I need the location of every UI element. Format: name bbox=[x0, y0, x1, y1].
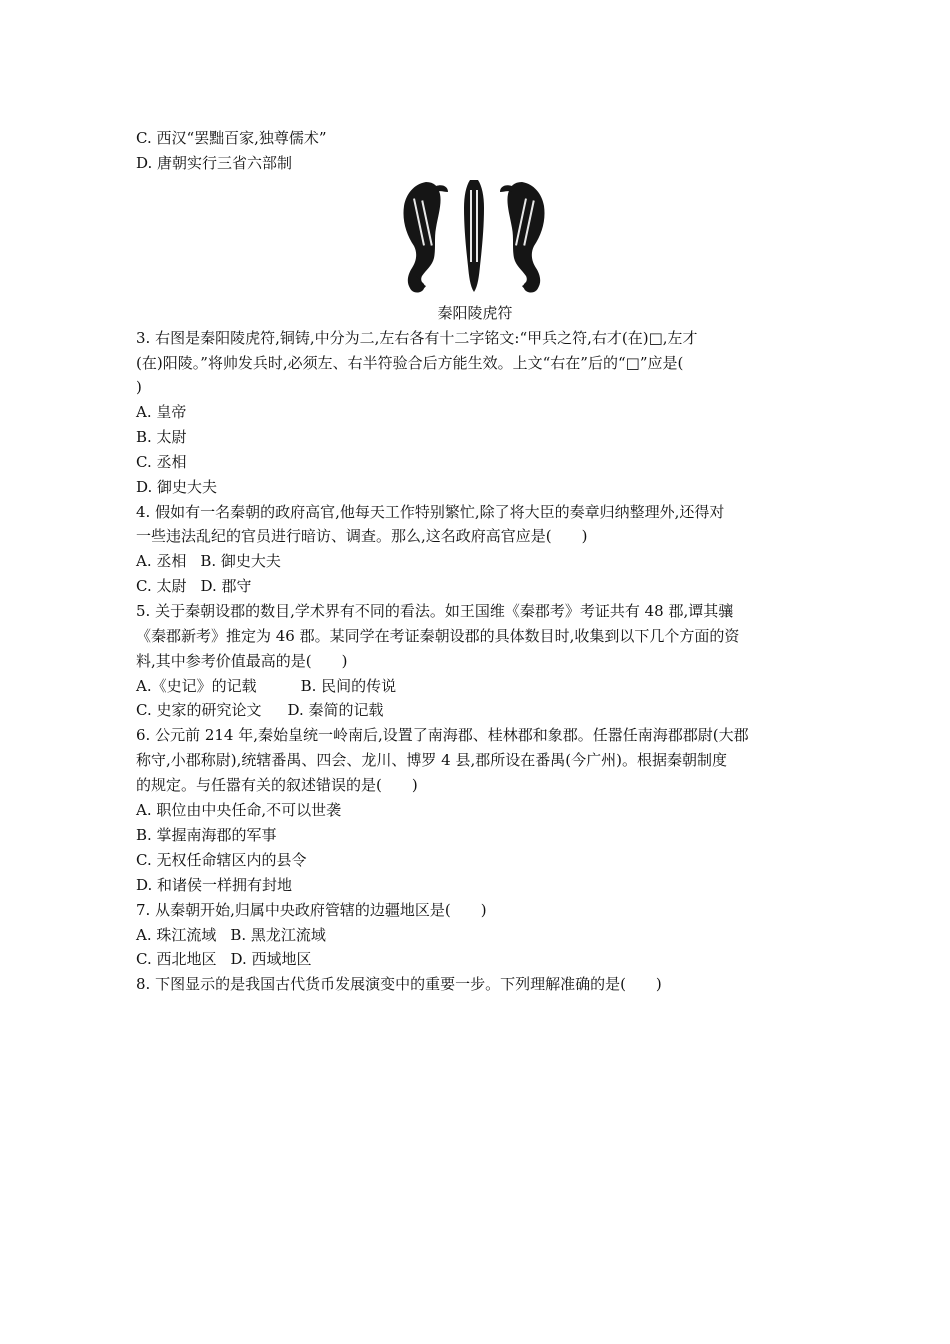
q3-stem-line3: ) bbox=[136, 378, 142, 396]
q4-stem-line2: 一些违法乱纪的官员进行暗访、调查。那么,这名政府高官应是( ) bbox=[136, 527, 588, 545]
q3-stem-line2: (在)阳陵。”将帅发兵时,必须左、右半符验合后方能生效。上文“右在”后的“□”应是( bbox=[136, 354, 684, 372]
q6-stem-line3: 的规定。与任嚣有关的叙述错误的是( ) bbox=[136, 776, 418, 794]
q3-stem-line1: 3. 右图是秦阳陵虎符,铜铸,中分为二,左右各有十二字铭文:“甲兵之符,右才(在)□,左才 bbox=[136, 329, 698, 347]
q7-options-row1 bbox=[136, 923, 326, 948]
q7-option-d: D. 西域地区 bbox=[230, 950, 312, 968]
q7-option-c: C. 西北地区 bbox=[136, 950, 217, 968]
q5-options-row1 bbox=[136, 674, 396, 699]
q3-option-d: D. 御史大夫 bbox=[136, 478, 218, 496]
tiger-tally-figure bbox=[396, 176, 552, 296]
q7-option-a: A. 珠江流域 bbox=[136, 926, 217, 944]
q3-option-c: C. 丞相 bbox=[136, 453, 187, 471]
q6-option-a: A. 职位由中央任命,不可以世袭 bbox=[136, 801, 342, 819]
tiger-tally-right-icon bbox=[500, 182, 545, 293]
q5-option-b: B. 民间的传说 bbox=[300, 677, 397, 695]
tiger-tally-middle-icon bbox=[464, 180, 484, 292]
q6-stem-line2: 称守,小郡称尉),统辖番禺、四会、龙川、博罗 4 县,郡所设在番禺(今广州)。根据秦朝制度 bbox=[136, 751, 727, 769]
q5-options-row2 bbox=[136, 698, 384, 723]
q5-stem-line1: 5. 关于秦朝设郡的数目,学术界有不同的看法。如王国维《秦郡考》考证共有 48 郡,谭其骧 bbox=[136, 602, 734, 620]
q7-options-row2 bbox=[136, 947, 312, 972]
q3-option-b: B. 太尉 bbox=[136, 428, 187, 446]
q5-option-a: A.《史记》的记载 bbox=[136, 677, 257, 695]
q5-option-d: D. 秦简的记载 bbox=[287, 701, 384, 719]
q5-option-c: C. 史家的研究论文 bbox=[136, 701, 262, 719]
q6-option-d: D. 和诸侯一样拥有封地 bbox=[136, 876, 293, 894]
q5-stem-line2: 《秦郡新考》推定为 46 郡。某同学在考证秦朝设郡的具体数目时,收集到以下几个方面的资 bbox=[136, 627, 740, 645]
q7-stem-line1: 7. 从秦朝开始,归属中央政府管辖的边疆地区是( ) bbox=[136, 901, 487, 919]
q6-option-c: C. 无权任命辖区内的县令 bbox=[136, 851, 307, 869]
figure-caption: 秦阳陵虎符 bbox=[437, 304, 513, 322]
q6-option-b: B. 掌握南海郡的军事 bbox=[136, 826, 277, 844]
q3-option-a: A. 皇帝 bbox=[136, 403, 187, 421]
q8-stem-line1: 8. 下图显示的是我国古代货币发展演变中的重要一步。下列理解准确的是( ) bbox=[136, 975, 662, 993]
q4-option-c: C. 太尉 bbox=[136, 577, 187, 595]
tiger-tally-left-icon bbox=[403, 182, 448, 293]
q4-stem-line1: 4. 假如有一名秦朝的政府高官,他每天工作特别繁忙,除了将大臣的奏章归纳整理外,还得对 bbox=[136, 503, 725, 521]
option-c-prev: C. 西汉“罢黜百家,独尊儒术” bbox=[136, 129, 327, 147]
q6-stem-line1: 6. 公元前 214 年,秦始皇统一岭南后,设置了南海郡、桂林郡和象郡。任嚣任南海郡郡尉(大郡 bbox=[136, 726, 749, 744]
q4-option-b: B. 御史大夫 bbox=[200, 552, 281, 570]
q4-options-row1 bbox=[136, 549, 281, 574]
q4-options-row2 bbox=[136, 574, 252, 599]
q7-option-b: B. 黑龙江流域 bbox=[230, 926, 326, 944]
q4-option-d: D. 郡守 bbox=[200, 577, 252, 595]
option-d-prev: D. 唐朝实行三省六部制 bbox=[136, 154, 293, 172]
q4-option-a: A. 丞相 bbox=[136, 552, 187, 570]
q5-stem-line3: 料,其中参考价值最高的是( ) bbox=[136, 652, 348, 670]
